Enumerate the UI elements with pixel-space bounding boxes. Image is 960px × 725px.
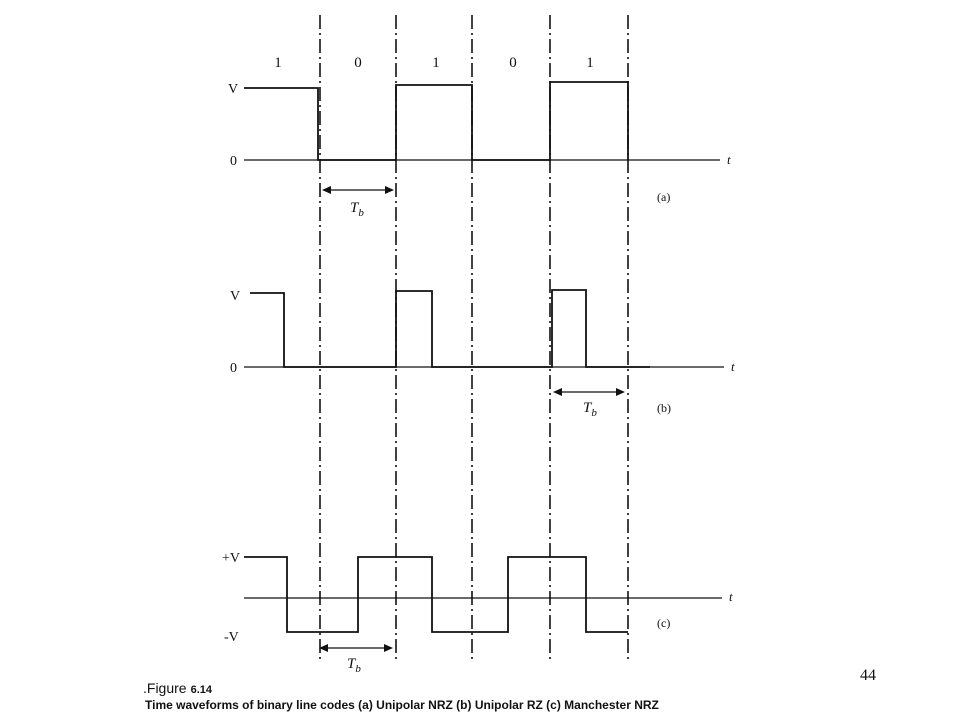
panel-a-axis-label: t <box>727 152 731 167</box>
figure-caption-text: Time waveforms of binary line codes (a) Unipolar NRZ (b) Unipolar RZ (c) Manchester NRZ <box>145 698 659 712</box>
panel-b-axis-label: t <box>731 359 735 374</box>
bit-label-5: 1 <box>586 55 594 71</box>
panel-b-level-zero: 0 <box>230 361 237 376</box>
panel-c-tag: (c) <box>657 616 671 630</box>
panel-a-waveform <box>244 82 628 160</box>
panel-c-level-low: -V <box>224 630 239 645</box>
panel-c-level-high: +V <box>222 551 241 566</box>
panel-b-waveform <box>250 290 650 367</box>
panel-a-level-zero: 0 <box>230 154 237 169</box>
panel-c-tb-label: $T_b$ <box>347 656 361 675</box>
bit-label-3: 1 <box>432 55 440 71</box>
figure-caption-title: .Figure 6.14 <box>143 680 212 696</box>
panel-a-tag: (a) <box>657 190 671 204</box>
panel-b-tb-arrowhead-right <box>616 388 625 396</box>
panel-b-level-high: V <box>230 289 241 304</box>
bit-label-4: 0 <box>509 55 517 71</box>
panel-c-waveform <box>244 557 628 632</box>
panel-a-level-high: V <box>228 82 239 97</box>
panel-b-tag: (b) <box>657 401 671 415</box>
panel-c-axis-label: t <box>729 589 733 604</box>
page-number: 44 <box>860 667 876 684</box>
bit-label-1: 1 <box>274 55 282 71</box>
panel-a-unipolar-nrz <box>228 82 731 219</box>
bit-label-2: 0 <box>354 55 362 71</box>
panel-a-tb-label: $T_b$ <box>350 200 364 219</box>
panel-b-tb-arrowhead-left <box>553 388 562 396</box>
bit-dividers <box>320 15 628 660</box>
panel-b-unipolar-rz <box>230 289 735 419</box>
panel-a-tb-arrowhead-left <box>322 186 331 194</box>
panel-c-manchester <box>222 551 733 675</box>
panel-c-tb-arrowhead-right <box>384 644 393 652</box>
panel-b-tb-label: $T_b$ <box>583 400 597 419</box>
bit-labels <box>274 55 594 71</box>
panel-a-tb-arrowhead-right <box>385 186 394 194</box>
